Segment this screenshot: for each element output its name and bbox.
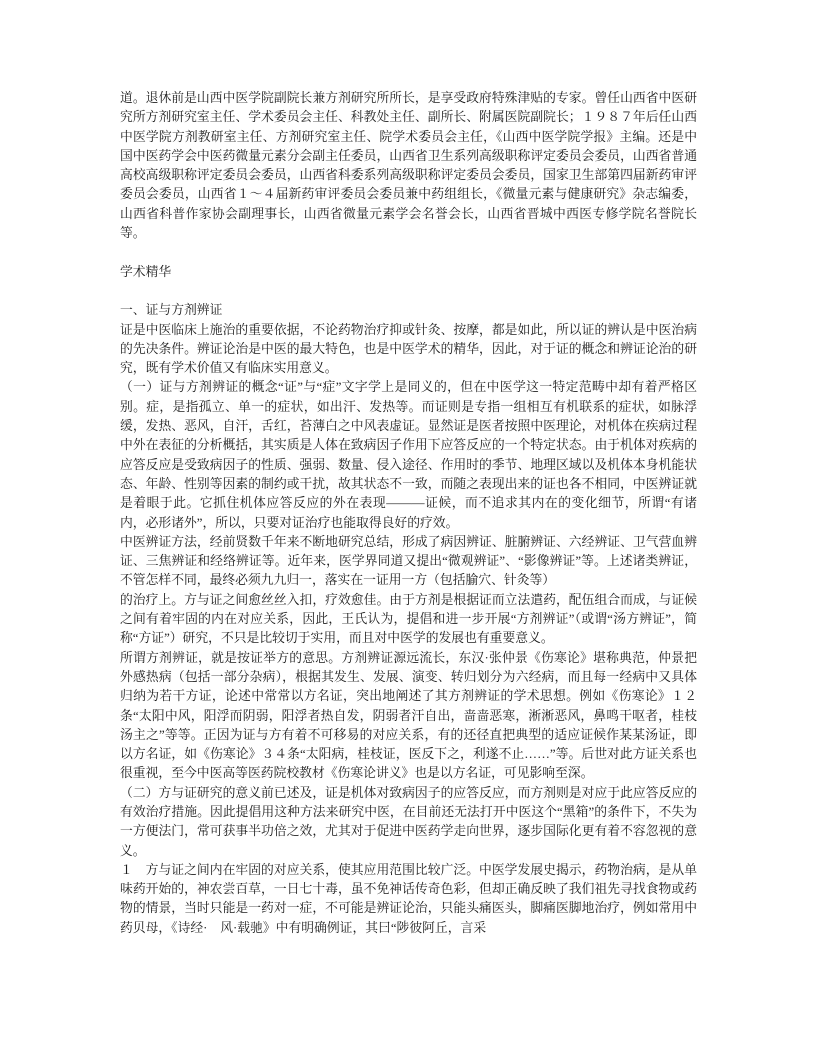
paragraph-concept-of-zheng: （一）证与方剂辨证的概念“证”与“症”文字学上是同义的，但在中医学这一特定范畴中却有着严格区别。症，是指孤立、单一的症状，如出汗、发热等。而证则是专指一组相互有机联系的症状，如脉浮缓，发热、恶风，自汗，舌红，苔薄白之中风表虚证。显然证是医者按照中医理论，对机体在疾病过程中外在表征的分析概括，其实质是人体在致病因子作用下应答反应的一个特定状态。由于机体对疾病的应答反应是受致病因子的性质、强弱、数量、侵入途径、作用时的季节、地理区域以及机体本身机能状态、年龄、性别等因素的制约或干扰，故其状态不一致，而随之表现出来的证也各不相同，中医辨证就是着眼于此。它抓住机体应答反应的外在表现———证候，而不追求其内在的变化细节，所谓“有诸内，必形诸外”，所以，只要对证治疗也能取得良好的疗效。	[120, 380, 697, 530]
paragraph-formula-zheng-relation: 的治疗上。方与证之间愈丝丝入扣，疗效愈佳。由于方剂是根据证而立法遣药，配伍组合而成，与证候之间有着牢固的内在对应关系，因此，王氏认为，提倡和进一步开展“方剂辨证”（或谓“汤方辨证”，简称“方证”）研究，不只是比较切于实用，而且对中医学的发展也有重要意义。	[120, 592, 697, 646]
paragraph-bianzheng-methods: 中医辨证方法，经前贤数千年来不断地研究总结，形成了病因辨证、脏腑辨证、六经辨证、卫气营血辨证、三焦辨证和经络辨证等。近年来，医学界同道又提出“微观辨证”、“影像辨证”等。上述诸类辨证，不管怎样不同，最终必须九九归一，落实在一证用一方（包括腧穴、针灸等）	[120, 534, 697, 588]
section-heading-academic-essence: 学术精华	[120, 264, 172, 279]
paragraph-zheng-clinical-basis: 证是中医临床上施治的重要依据，不论药物治疗抑或针灸、按摩，都是如此，所以证的辨认是中医治病的先决条件。辨证论治是中医的最大特色，也是中医学术的精华，因此，对于证的概念和辨证论治的研究，既有学术价值又有临床实用意义。	[120, 322, 697, 376]
paragraph-biography: 道。退休前是山西中医学院副院长兼方剂研究所所长，是享受政府特殊津贴的专家。曾任山西省中医研究所方剂研究室主任、学术委员会主任、科教处主任、副所长、附属医院副院长；１９８７年后任山西中医学院方剂教研室主任、方剂研究室主任、院学术委员会主任，《山西中医学院学报》主编。还是中国中医药学会中医药微量元素分会副主任委员，山西省卫生系列高级职称评定委员会委员，山西省普通高校高级职称评定委员会委员，山西省科委系列高级职称评定委员会委员，国家卫生部第四届新药审评委员会委员，山西省１～４届新药审评委员会委员兼中药组组长，《微量元素与健康研究》杂志编委，山西省科普作家协会副理事长，山西省微量元素学会名誉会长，山西省晋城中西医专修学院名誉院长等。	[120, 91, 697, 241]
paragraph-research-significance: （二）方与证研究的意义前已述及，证是机体对致病因子的应答反应，而方剂则是对应于此应答反应的有效治疗措施。因此提倡用这种方法来研究中医，在目前还无法打开中医这个“黑箱”的条件下，不失为一方便法门，常可获事半功倍之效，尤其对于促进中医药学走向世界，逐步国际化更有着不容忽视的意义。	[120, 785, 697, 858]
paragraph-correspondence-scope: １ 方与证之间内在牢固的对应关系，使其应用范围比较广泛。中医学发展史揭示，药物治病，是从单味药开始的，神农尝百草，一日七十毒，虽不免神话传奇色彩，但却正确反映了我们祖先寻找食物或药物的情景，当时只能是一药对一症，不可能是辨证论治，只能头痛医头，脚痛医脚地治疗，例如常用中药贝母，《诗经· 风·载驰》中有明确例证，其曰“陟彼阿丘，言采	[120, 862, 697, 935]
paragraph-formula-bianzheng-history: 所谓方剂辨证，就是按证举方的意思。方剂辨证源远流长，东汉·张仲景《伤寒论》堪称典范，仲景把外感热病（包括一部分杂病），根据其发生、发展、演变、转归划分为六经病，而且每一经病中又具体归纳为若干方证，论述中常常以方名证，突出地阐述了其方剂辨证的学术思想。例如《伤寒论》１２条“太阳中风，阳浮而阴弱，阳浮者热自发，阴弱者汗自出，啬啬恶寒，淅淅恶风，鼻鸣干呕者，桂枝汤主之”等等。正因为证与方有着不可移易的对应关系，有的还径直把典型的适应证候作某某汤证，即以方名证，如《伤寒论》３４条“太阳病，桂枝证，医反下之，利遂不止……”等。后世对此方证关系也很重视，至今中医高等医药院校教材《伤寒论讲义》也是以方名证，可见影响至深。	[120, 650, 697, 781]
subsection-heading-zheng-and-formula: 一、证与方剂辨证	[120, 303, 223, 318]
text-column	[120, 89, 697, 938]
